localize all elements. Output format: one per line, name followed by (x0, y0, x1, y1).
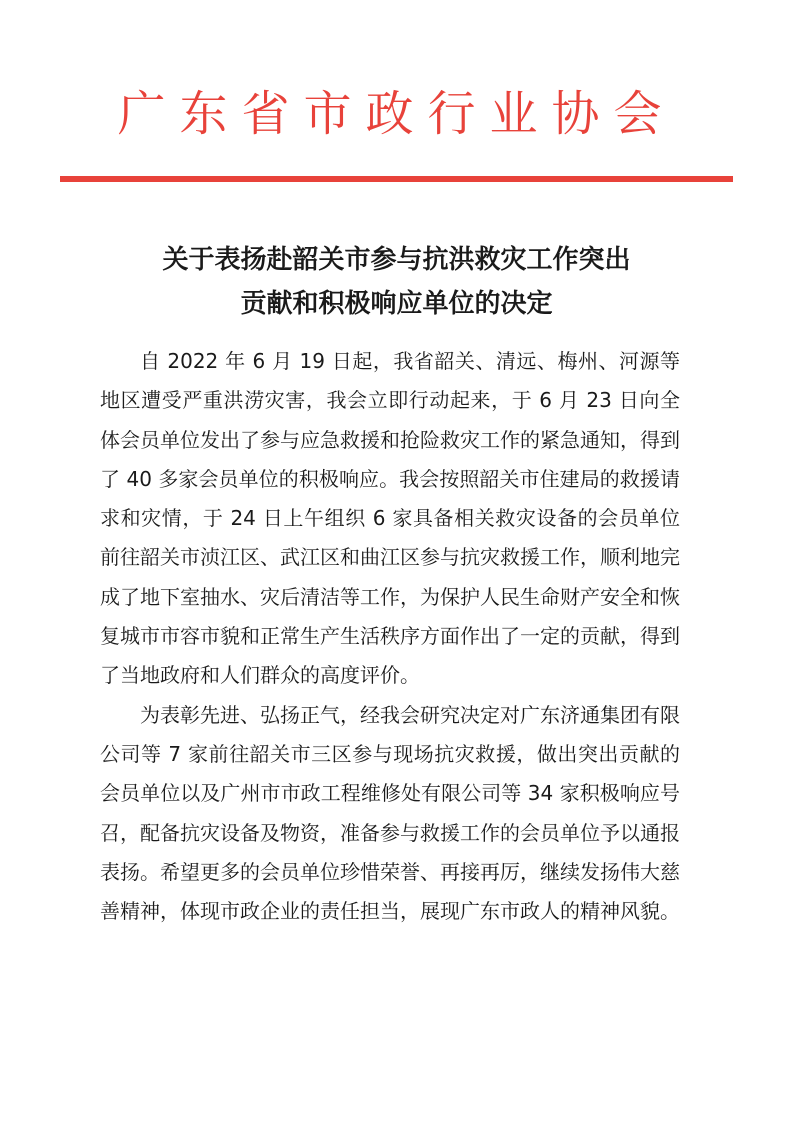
document-title-line-2: 贡献和积极响应单位的决定 (240, 289, 553, 319)
document-title-line-1: 关于表扬赴韶关市参与抗洪救灾工作突出 (162, 245, 631, 275)
body-paragraph: 自 2022 年 6 月 19 日起，我省韶关、清远、梅州、河源等地区遭受严重洪涝灾害，我会立即行动起来，于 6 月 23 日向全体会员单位发出了参与应急救援和抢险救灾工作的紧急通知，得到了 40 多家会员单位的积极响应。我会按照韶关市住建局的救援请求和灾情，于 24 日上午组织 6 家具备相关救灾设备的会员单位前往韶关市浈江区、武江区和曲江区参与抗灾救援工作，顺利地完成了地下室抽水、灾后清洁等工作，为保护人民生命财产安全和恢复城市市容市貌和正常生产生活秩序方面作出了一定的贡献，得到了当地政府和人们群众的高度评价。 (100, 349, 680, 688)
document-title (60, 238, 733, 326)
document-body (100, 342, 680, 931)
organization-header: 广东省市政行业协会 (117, 86, 676, 142)
body-paragraph: 为表彰先进、弘扬正气，经我会研究决定对广东济通集团有限公司等 7 家前往韶关市三区参与现场抗灾救援，做出突出贡献的会员单位以及广州市市政工程维修处有限公司等 34 家积极响应号召，配备抗灾设备及物资，准备参与救援工作的会员单位予以通报表扬。希望更多的会员单位珍惜荣誉、再接再厉，继续发扬伟大慈善精神，体现市政企业的责任担当，展现广东市政人的精神风貌。 (100, 702, 680, 924)
header-divider (60, 176, 733, 182)
